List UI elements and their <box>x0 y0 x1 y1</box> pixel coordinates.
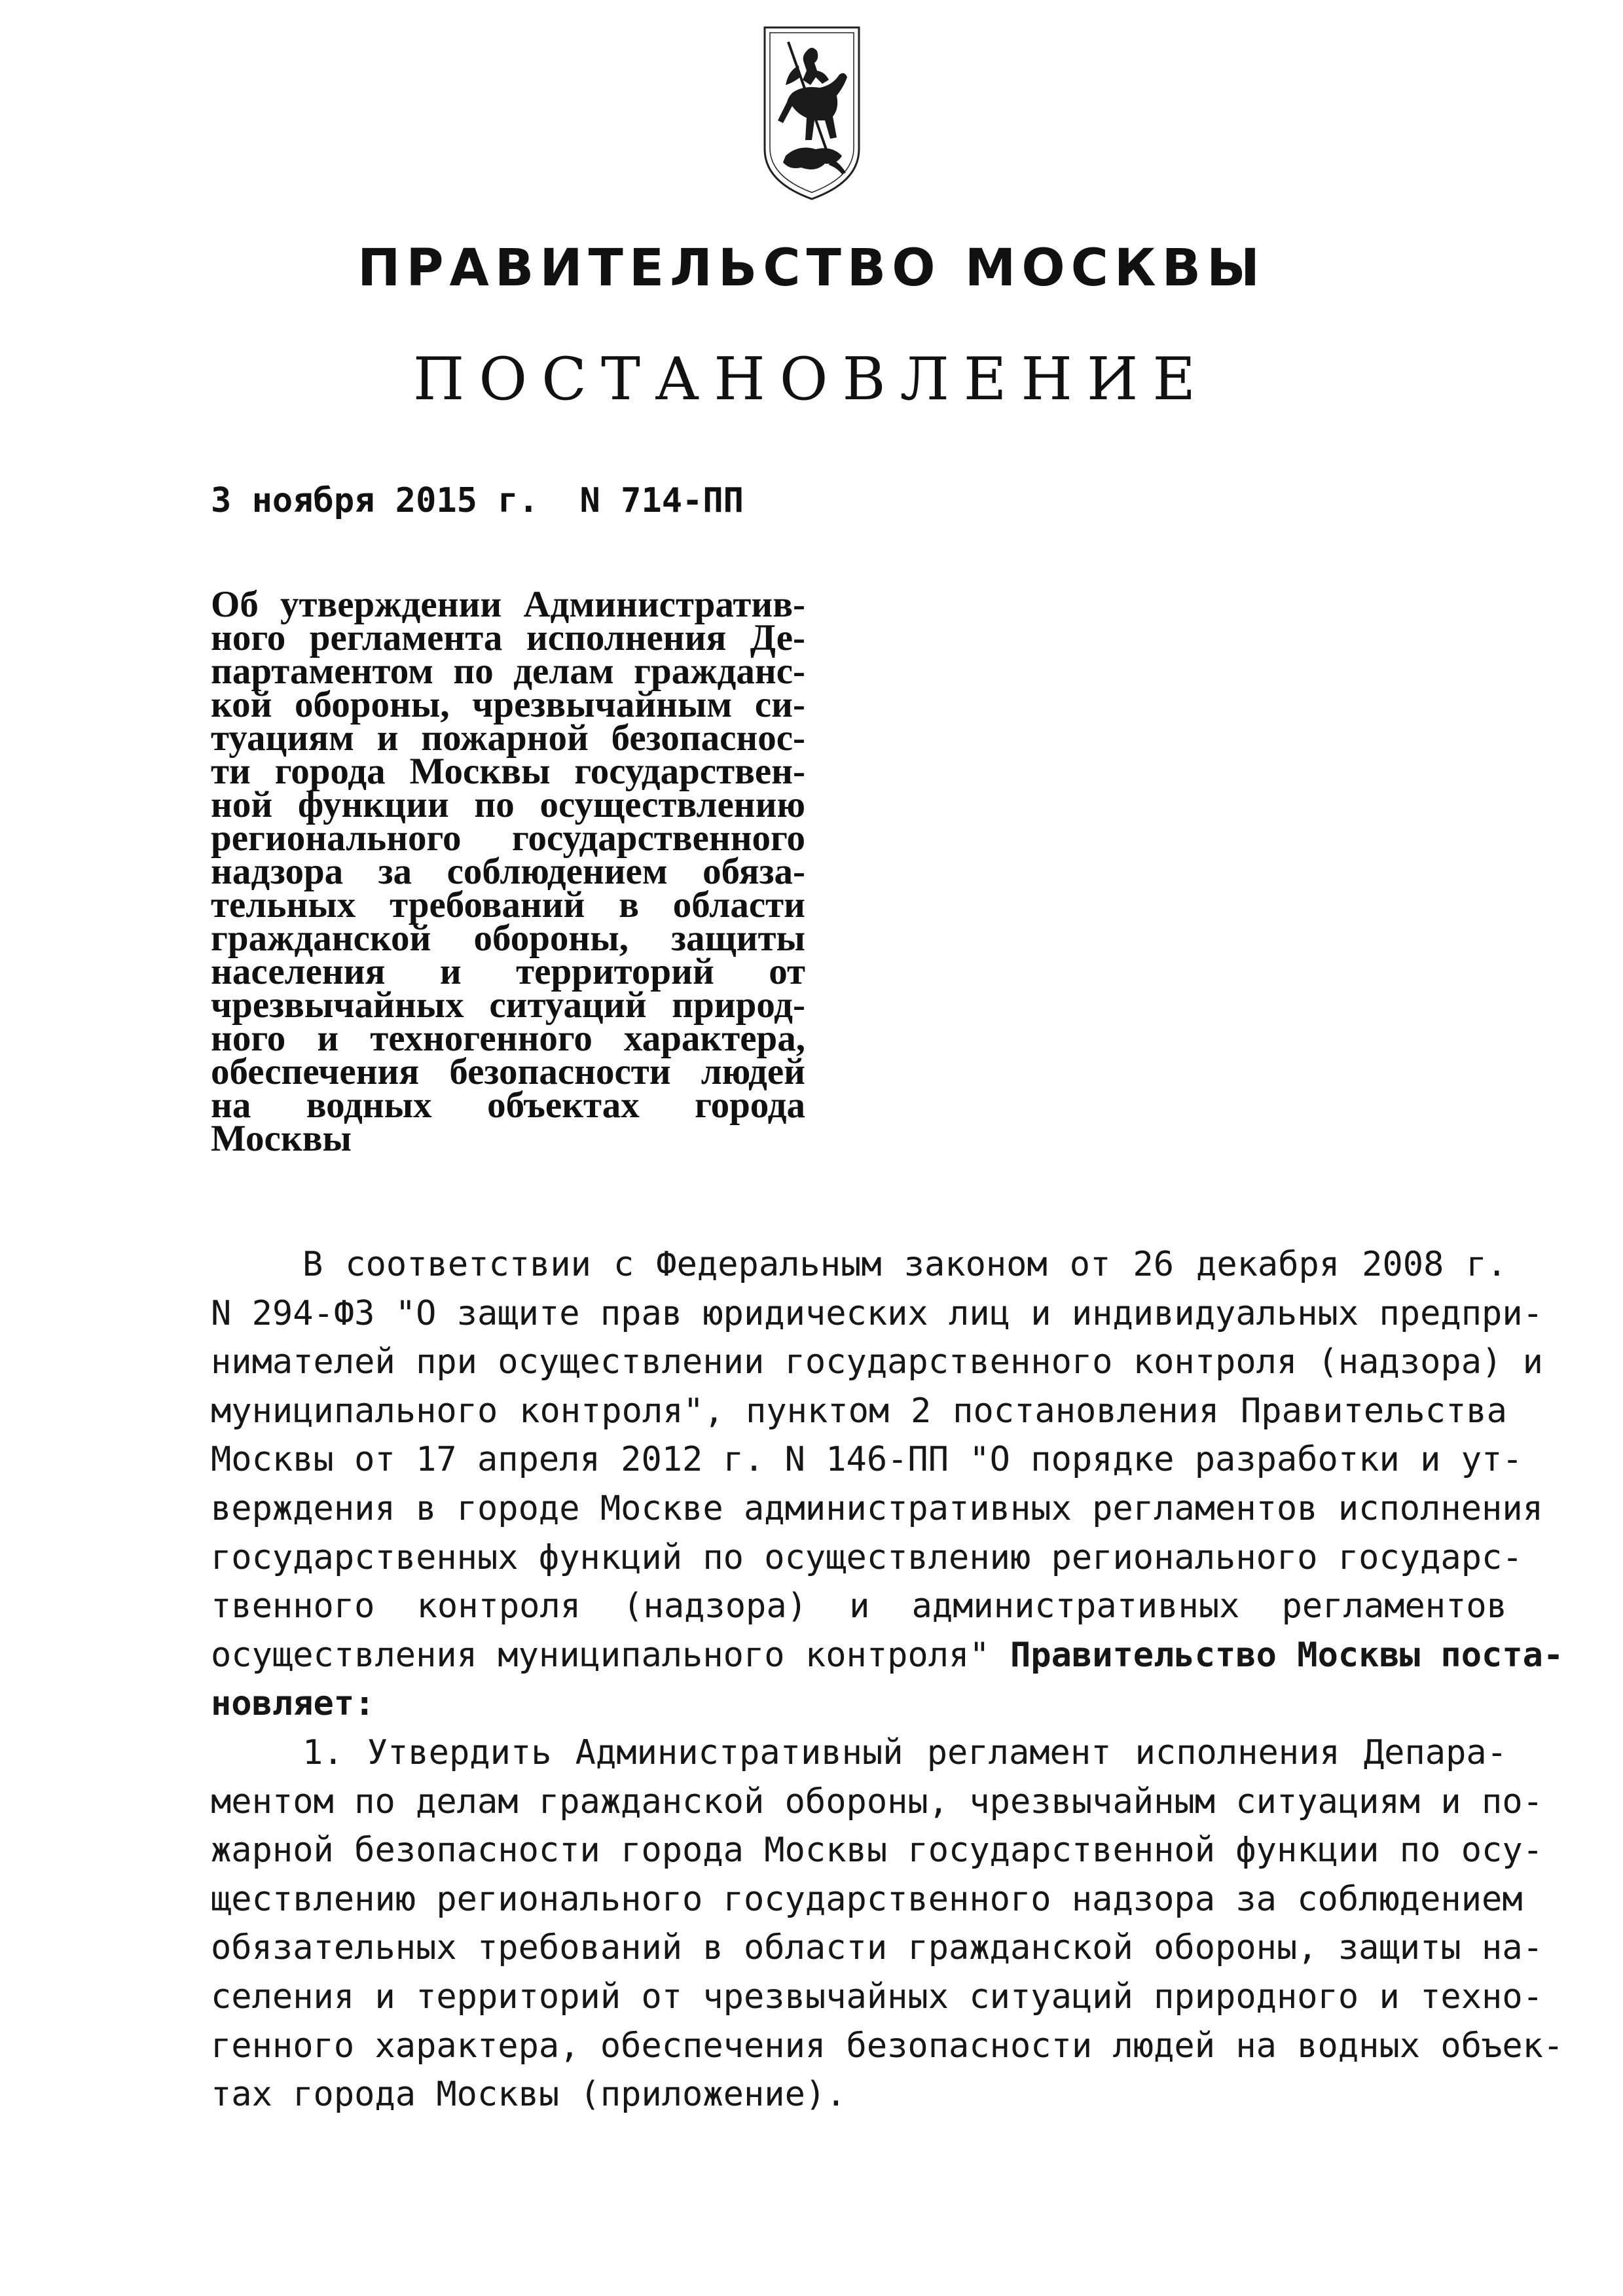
preamble-line: государственных функций по осуществлению регионального государс- <box>211 1537 1523 1577</box>
item-1-line: генного характера, обеспечения безопасности людей на водных объек- <box>211 2026 1564 2066</box>
preamble-line: N 294-ФЗ "О защите прав юридических лиц и индивидуальных предпри- <box>211 1293 1543 1333</box>
preamble-line: твенного контроля (надзора) и административных регламентов <box>211 1587 1507 1626</box>
subject-line: тельных требований в области <box>211 884 805 925</box>
subject-line: туациям и пожарной безопаснос- <box>211 717 805 759</box>
subject-line: обеспечения безопасности людей <box>211 1051 805 1092</box>
document-date-number: 3 ноября 2015 г. N 714-ПП <box>211 481 744 520</box>
document-body <box>211 1240 1564 2119</box>
subject-line: кой обороны, чрезвычайным си- <box>211 684 805 725</box>
item-1-line: обязательных требований в области гражданской обороны, защиты на- <box>211 1928 1543 1968</box>
subject-line: партаментом по делам гражданс- <box>211 651 805 692</box>
preamble-line: В соответствии с Федеральным законом от 26 декабря 2008 г. <box>302 1245 1507 1284</box>
document-type: ПОСТАНОВЛЕНИЕ <box>412 345 1211 414</box>
item-1-line: ществлению регионального государственного надзора за соблюдением <box>211 1879 1523 1919</box>
moscow-coat-of-arms-icon <box>759 25 864 202</box>
item-1-line: ментом по делам гражданской обороны, чрезвычайным ситуациям и по- <box>211 1782 1543 1821</box>
item-1-line: тах города Москвы (приложение). <box>211 2075 847 2115</box>
subject-line: ти города Москвы государствен- <box>211 751 805 792</box>
subject-line: ного и техногенного характера, <box>211 1018 805 1059</box>
preamble-tail: осуществления муниципального контроля" <box>211 1635 990 1675</box>
preamble-line <box>211 1679 1507 1729</box>
item-1-line: жарной безопасности города Москвы государственной функции по осу- <box>211 1831 1543 1871</box>
subject-line: на водных объектах города <box>211 1085 805 1126</box>
subject-line: надзора за соблюдением обяза- <box>211 851 805 892</box>
preamble-line: верждения в городе Москве административных регламентов исполнения <box>211 1488 1543 1528</box>
item-1-line: 1. Утвердить Административный регламент исполнения Депарa- <box>302 1732 1507 1772</box>
subject-line: ного регламента исполнения Де- <box>211 617 805 658</box>
subject-line: ной функции по осуществлению <box>211 784 805 825</box>
document-subject <box>211 584 805 1159</box>
subject-line: населения и территорий от <box>211 951 805 992</box>
item-1-line: селения и территорий от чрезвычайных ситуаций природного и техно- <box>211 1977 1543 2017</box>
subject-line: регионального государственного <box>211 817 805 859</box>
preamble-line <box>211 1631 1564 1680</box>
subject-line: гражданской обороны, защиты <box>211 918 805 959</box>
resolution-phrase: Правительство Москвы поста- <box>1010 1635 1564 1675</box>
subject-line: чрезвычайных ситуаций природ- <box>211 984 805 1026</box>
preamble-line: Москвы от 17 апреля 2012 г. N 146-ПП "О порядке разработки и ут- <box>211 1440 1523 1480</box>
subject-line: Об утверждении Административ- <box>211 584 805 625</box>
resolution-phrase-end: новляет: <box>211 1684 375 1724</box>
preamble-line: нимателей при осуществлении государственного контроля (надзора) и <box>211 1342 1543 1382</box>
subject-line: Москвы <box>211 1118 352 1159</box>
preamble-line: муниципального контроля", пунктом 2 постановления Правительства <box>211 1391 1507 1431</box>
government-title: ПРАВИТЕЛЬСТВО МОСКВЫ <box>357 239 1266 298</box>
